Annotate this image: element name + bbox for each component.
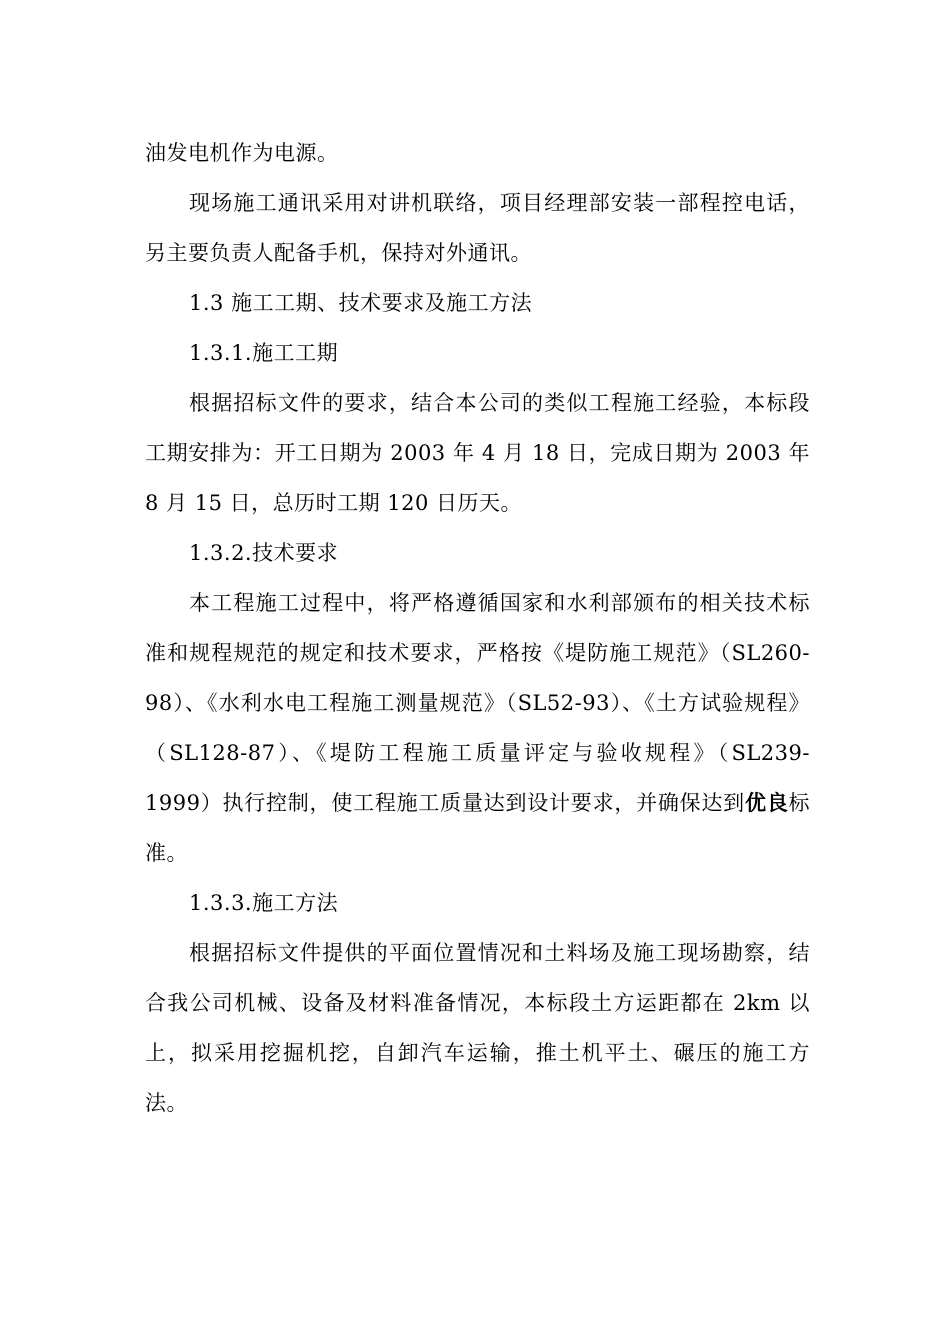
paragraph-schedule: 根据招标文件的要求，结合本公司的类似工程施工经验，本标段工期安排为：开工日期为 2003 年 4 月 18 日，完成日期为 2003 年 8 月 15 日，总历时工期 120 日历天。 [145, 391, 810, 515]
paragraph-power-source: 油发电机作为电源。 [145, 141, 339, 165]
quality-grade-bold: 优良 [744, 790, 789, 815]
technical-requirements-text: 本工程施工过程中，将严格遵循国家和水利部颁布的相关技术标准和规程规范的规定和技术要求，严格按《堤防施工规范》（SL260-98）、《水利水电工程施工测量规范》（SL52-93）、《土方试验规程》（SL128-87）、《堤防工程施工质量评定与验收规程》（SL239-1999）执行控制，使工程施工质量达到设计要求，并确保达到 [145, 591, 810, 815]
section-heading-1-3: 1.3 施工工期、技术要求及施工方法 [189, 291, 533, 315]
section-heading-1-3-2: 1.3.2.技术要求 [189, 541, 339, 565]
paragraph-technical-requirements [145, 578, 810, 878]
section-heading-1-3-1: 1.3.1.施工工期 [189, 341, 339, 365]
document-body [145, 128, 810, 1128]
section-heading-1-3-3: 1.3.3.施工方法 [189, 891, 339, 915]
paragraph-construction-method: 根据招标文件提供的平面位置情况和土料场及施工现场勘察，结合我公司机械、设备及材料准备情况，本标段土方运距都在 2km 以上，拟采用挖掘机挖，自卸汽车运输，推土机平土、碾压的施工方法。 [145, 941, 810, 1115]
technical-requirements-end: 标准。 [145, 791, 810, 865]
paragraph-communication: 现场施工通讯采用对讲机联络，项目经理部安装一部程控电话，另主要负责人配备手机，保持对外通讯。 [145, 191, 810, 265]
